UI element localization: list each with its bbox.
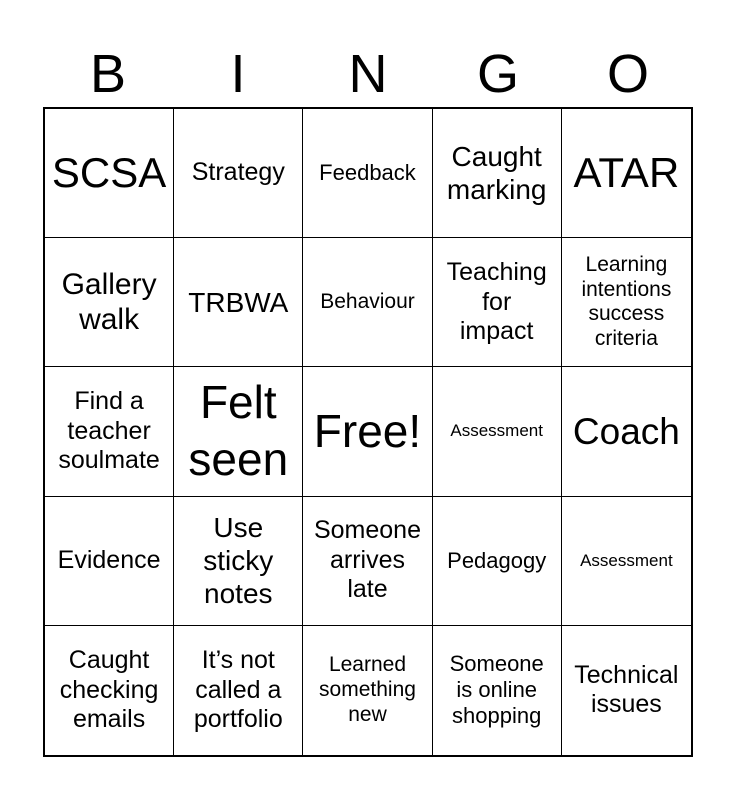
- bingo-cell[interactable]: Find a teacher soulmate: [45, 367, 174, 496]
- header-letter-g: G: [476, 44, 519, 104]
- bingo-cell[interactable]: Technical issues: [574, 660, 679, 719]
- bingo-cell[interactable]: Someone is online shopping: [433, 626, 562, 755]
- bingo-cell[interactable]: Learning intentions success criteria: [562, 238, 691, 367]
- bingo-cell[interactable]: ATAR: [562, 109, 691, 238]
- bingo-cell[interactable]: Someone arrives late: [303, 497, 432, 626]
- bingo-cell[interactable]: Strategy: [174, 109, 303, 238]
- header-letter-n: N: [348, 44, 388, 104]
- bingo-cell[interactable]: It’s not called a portfolio: [174, 626, 303, 755]
- bingo-board: [43, 107, 693, 757]
- bingo-cell[interactable]: Coach: [562, 367, 691, 496]
- bingo-cell[interactable]: Felt seen: [174, 367, 303, 496]
- header-letter-b: B: [89, 44, 127, 104]
- bingo-cell-free[interactable]: Free!: [303, 367, 432, 496]
- header-letter-o: O: [606, 44, 649, 104]
- bingo-cell[interactable]: Assessment: [433, 367, 562, 496]
- header-letter-i: I: [230, 44, 246, 104]
- bingo-cell[interactable]: Evidence: [45, 497, 174, 626]
- bingo-cell[interactable]: SCSA: [45, 109, 174, 238]
- bingo-cell[interactable]: TRBWA: [174, 238, 303, 367]
- bingo-cell[interactable]: Use sticky notes: [174, 497, 303, 626]
- bingo-cell[interactable]: Feedback: [303, 109, 432, 238]
- bingo-cell[interactable]: Behaviour: [303, 238, 432, 367]
- bingo-cell[interactable]: Caught checking emails: [45, 626, 174, 755]
- bingo-cell[interactable]: Teaching for impact: [433, 238, 562, 367]
- bingo-cell[interactable]: Assessment: [562, 497, 691, 626]
- bingo-cell[interactable]: Gallery walk: [45, 238, 174, 367]
- bingo-cell[interactable]: Learned something new: [303, 626, 432, 755]
- bingo-cell[interactable]: Pedagogy: [433, 497, 562, 626]
- bingo-cell[interactable]: Caught marking: [433, 109, 562, 238]
- bingo-header: [43, 40, 693, 108]
